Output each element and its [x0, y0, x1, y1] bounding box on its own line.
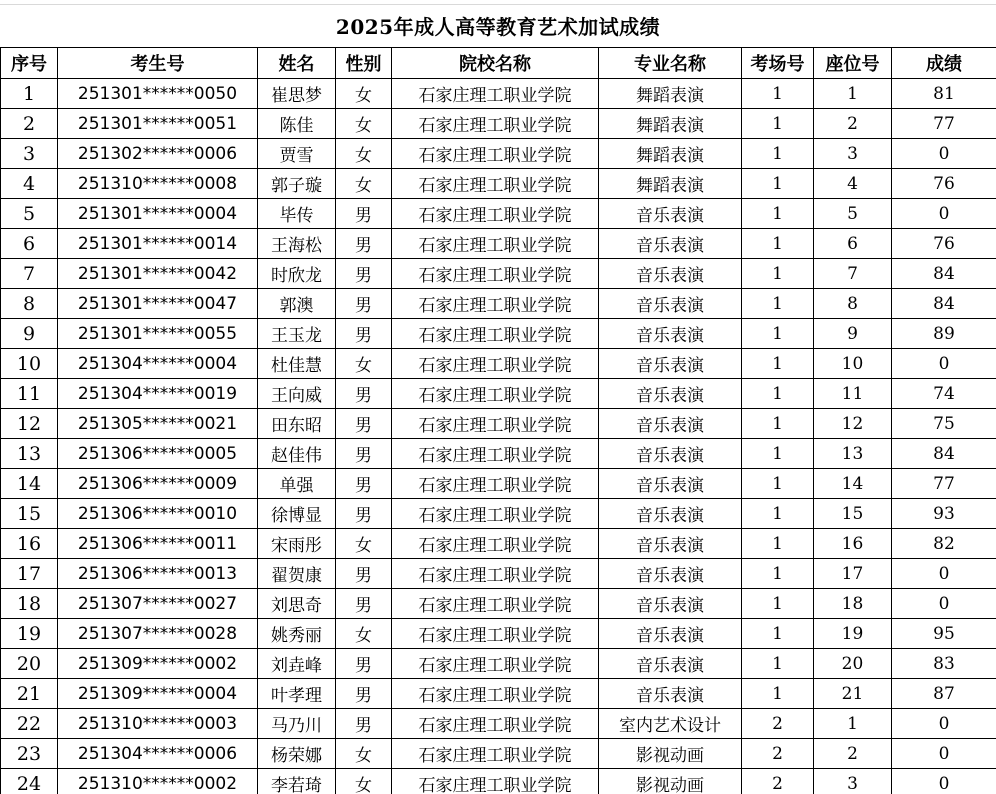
cell-major[interactable]: 音乐表演 — [599, 289, 742, 319]
cell-room[interactable]: 1 — [742, 379, 814, 409]
cell-seat[interactable]: 3 — [814, 769, 892, 794]
cell-name[interactable]: 宋雨彤 — [258, 529, 336, 559]
cell-seq[interactable]: 24 — [1, 769, 58, 794]
cell-seat[interactable]: 7 — [814, 259, 892, 289]
cell-room[interactable]: 1 — [742, 559, 814, 589]
cell-room[interactable]: 2 — [742, 769, 814, 794]
cell-school[interactable]: 石家庄理工职业学院 — [392, 259, 599, 289]
cell-seq[interactable]: 6 — [1, 229, 58, 259]
cell-candidate-id[interactable]: 251304******0006 — [58, 739, 258, 769]
table-row — [1, 529, 996, 559]
cell-school[interactable]: 石家庄理工职业学院 — [392, 229, 599, 259]
cell-seat[interactable]: 16 — [814, 529, 892, 559]
cell-major[interactable]: 音乐表演 — [599, 229, 742, 259]
cell-seq[interactable]: 5 — [1, 199, 58, 229]
cell-seq[interactable]: 11 — [1, 379, 58, 409]
cell-school[interactable]: 石家庄理工职业学院 — [392, 109, 599, 139]
cell-score[interactable]: 0 — [892, 559, 996, 589]
cell-major[interactable]: 音乐表演 — [599, 499, 742, 529]
table-row — [1, 259, 996, 289]
cell-room[interactable]: 1 — [742, 649, 814, 679]
cell-school[interactable]: 石家庄理工职业学院 — [392, 319, 599, 349]
cell-room[interactable]: 1 — [742, 169, 814, 199]
cell-room[interactable]: 1 — [742, 259, 814, 289]
table-row — [1, 109, 996, 139]
cell-name[interactable]: 刘思奇 — [258, 589, 336, 619]
cell-score[interactable]: 74 — [892, 379, 996, 409]
cell-seat[interactable]: 21 — [814, 679, 892, 709]
grades-body — [1, 79, 996, 794]
header-candidate-id[interactable]: 考生号 — [58, 48, 258, 79]
cell-room[interactable]: 1 — [742, 409, 814, 439]
cell-room[interactable]: 1 — [742, 79, 814, 109]
cell-gender[interactable]: 男 — [336, 589, 392, 619]
cell-gender[interactable]: 女 — [336, 619, 392, 649]
cell-seq[interactable]: 23 — [1, 739, 58, 769]
cell-seat[interactable]: 6 — [814, 229, 892, 259]
cell-gender[interactable]: 男 — [336, 259, 392, 289]
cell-gender[interactable]: 男 — [336, 709, 392, 739]
table-row — [1, 499, 996, 529]
cell-candidate-id[interactable]: 251301******0004 — [58, 199, 258, 229]
cell-room[interactable]: 1 — [742, 679, 814, 709]
cell-school[interactable]: 石家庄理工职业学院 — [392, 559, 599, 589]
cell-room[interactable]: 1 — [742, 439, 814, 469]
cell-seq[interactable]: 8 — [1, 289, 58, 319]
cell-seat[interactable]: 2 — [814, 739, 892, 769]
cell-name[interactable]: 刘垚峰 — [258, 649, 336, 679]
cell-gender[interactable]: 男 — [336, 289, 392, 319]
cell-gender[interactable]: 男 — [336, 499, 392, 529]
cell-school[interactable]: 石家庄理工职业学院 — [392, 529, 599, 559]
cell-school[interactable]: 石家庄理工职业学院 — [392, 409, 599, 439]
header-score[interactable]: 成绩 — [892, 48, 996, 79]
cell-gender[interactable]: 女 — [336, 139, 392, 169]
cell-name[interactable]: 陈佳 — [258, 109, 336, 139]
table-row — [1, 79, 996, 109]
table-row — [1, 739, 996, 769]
cell-score[interactable]: 0 — [892, 139, 996, 169]
cell-name[interactable]: 贾雪 — [258, 139, 336, 169]
header-school[interactable]: 院校名称 — [392, 48, 599, 79]
table-row — [1, 439, 996, 469]
cell-candidate-id[interactable]: 251301******0055 — [58, 319, 258, 349]
cell-seat[interactable]: 19 — [814, 619, 892, 649]
cell-score[interactable]: 84 — [892, 439, 996, 469]
header-room[interactable]: 考场号 — [742, 48, 814, 79]
cell-room[interactable]: 1 — [742, 289, 814, 319]
cell-seat[interactable]: 5 — [814, 199, 892, 229]
cell-candidate-id[interactable]: 251307******0027 — [58, 589, 258, 619]
cell-school[interactable]: 石家庄理工职业学院 — [392, 649, 599, 679]
cell-school[interactable]: 石家庄理工职业学院 — [392, 349, 599, 379]
cell-major[interactable]: 音乐表演 — [599, 469, 742, 499]
cell-room[interactable]: 1 — [742, 109, 814, 139]
cell-gender[interactable]: 女 — [336, 349, 392, 379]
cell-seat[interactable]: 11 — [814, 379, 892, 409]
cell-candidate-id[interactable]: 251304******0019 — [58, 379, 258, 409]
cell-name[interactable]: 王向威 — [258, 379, 336, 409]
cell-seat[interactable]: 9 — [814, 319, 892, 349]
cell-school[interactable]: 石家庄理工职业学院 — [392, 439, 599, 469]
cell-major[interactable]: 舞蹈表演 — [599, 79, 742, 109]
cell-score[interactable]: 77 — [892, 109, 996, 139]
cell-seat[interactable]: 12 — [814, 409, 892, 439]
cell-name[interactable]: 田东昭 — [258, 409, 336, 439]
cell-score[interactable]: 0 — [892, 589, 996, 619]
cell-room[interactable]: 1 — [742, 349, 814, 379]
cell-name[interactable]: 毕传 — [258, 199, 336, 229]
cell-candidate-id[interactable]: 251306******0009 — [58, 469, 258, 499]
cell-room[interactable]: 2 — [742, 739, 814, 769]
cell-candidate-id[interactable]: 251309******0004 — [58, 679, 258, 709]
cell-gender[interactable]: 男 — [336, 469, 392, 499]
cell-candidate-id[interactable]: 251306******0011 — [58, 529, 258, 559]
cell-name[interactable]: 王海松 — [258, 229, 336, 259]
cell-score[interactable]: 77 — [892, 469, 996, 499]
cell-school[interactable]: 石家庄理工职业学院 — [392, 139, 599, 169]
cell-seq[interactable]: 15 — [1, 499, 58, 529]
cell-seq[interactable]: 12 — [1, 409, 58, 439]
cell-seq[interactable]: 21 — [1, 679, 58, 709]
cell-major[interactable]: 舞蹈表演 — [599, 109, 742, 139]
cell-seat[interactable]: 1 — [814, 79, 892, 109]
cell-name[interactable]: 徐博显 — [258, 499, 336, 529]
cell-gender[interactable]: 女 — [336, 769, 392, 794]
cell-gender[interactable]: 男 — [336, 199, 392, 229]
cell-seq[interactable]: 3 — [1, 139, 58, 169]
cell-gender[interactable]: 男 — [336, 439, 392, 469]
grades-table — [0, 47, 996, 794]
cell-name[interactable]: 郭澳 — [258, 289, 336, 319]
cell-gender[interactable]: 女 — [336, 109, 392, 139]
cell-seat[interactable]: 8 — [814, 289, 892, 319]
cell-score[interactable]: 87 — [892, 679, 996, 709]
cell-seat[interactable]: 20 — [814, 649, 892, 679]
cell-major[interactable]: 音乐表演 — [599, 319, 742, 349]
table-row — [1, 139, 996, 169]
table-row — [1, 649, 996, 679]
cell-gender[interactable]: 男 — [336, 679, 392, 709]
cell-gender[interactable]: 男 — [336, 319, 392, 349]
table-row — [1, 409, 996, 439]
cell-major[interactable]: 室内艺术设计 — [599, 709, 742, 739]
cell-room[interactable]: 1 — [742, 319, 814, 349]
table-row — [1, 619, 996, 649]
table-row — [1, 289, 996, 319]
cell-score[interactable]: 75 — [892, 409, 996, 439]
top-divider — [0, 4, 996, 5]
cell-room[interactable]: 1 — [742, 229, 814, 259]
cell-gender[interactable]: 女 — [336, 739, 392, 769]
cell-name[interactable]: 杜佳慧 — [258, 349, 336, 379]
header-gender[interactable]: 性别 — [336, 48, 392, 79]
cell-score[interactable]: 0 — [892, 769, 996, 794]
cell-score[interactable]: 0 — [892, 739, 996, 769]
header-row — [1, 48, 996, 79]
cell-name[interactable]: 王玉龙 — [258, 319, 336, 349]
cell-major[interactable]: 影视动画 — [599, 769, 742, 794]
table-row — [1, 469, 996, 499]
cell-school[interactable]: 石家庄理工职业学院 — [392, 619, 599, 649]
cell-seat[interactable]: 14 — [814, 469, 892, 499]
cell-school[interactable]: 石家庄理工职业学院 — [392, 709, 599, 739]
table-row — [1, 199, 996, 229]
cell-candidate-id[interactable]: 251307******0028 — [58, 619, 258, 649]
cell-gender[interactable]: 女 — [336, 529, 392, 559]
cell-score[interactable]: 76 — [892, 229, 996, 259]
cell-gender[interactable]: 男 — [336, 559, 392, 589]
cell-name[interactable]: 翟贺康 — [258, 559, 336, 589]
cell-score[interactable]: 84 — [892, 289, 996, 319]
cell-major[interactable]: 音乐表演 — [599, 349, 742, 379]
cell-candidate-id[interactable]: 251310******0003 — [58, 709, 258, 739]
cell-school[interactable]: 石家庄理工职业学院 — [392, 289, 599, 319]
cell-candidate-id[interactable]: 251310******0008 — [58, 169, 258, 199]
cell-seq[interactable]: 7 — [1, 259, 58, 289]
cell-seq[interactable]: 4 — [1, 169, 58, 199]
cell-major[interactable]: 音乐表演 — [599, 619, 742, 649]
cell-seat[interactable]: 13 — [814, 439, 892, 469]
cell-candidate-id[interactable]: 251301******0014 — [58, 229, 258, 259]
cell-room[interactable]: 1 — [742, 499, 814, 529]
cell-major[interactable]: 音乐表演 — [599, 529, 742, 559]
cell-school[interactable]: 石家庄理工职业学院 — [392, 589, 599, 619]
cell-major[interactable]: 音乐表演 — [599, 259, 742, 289]
cell-gender[interactable]: 男 — [336, 379, 392, 409]
table-row — [1, 559, 996, 589]
cell-seq[interactable]: 18 — [1, 589, 58, 619]
cell-major[interactable]: 音乐表演 — [599, 439, 742, 469]
cell-candidate-id[interactable]: 251301******0042 — [58, 259, 258, 289]
cell-school[interactable]: 石家庄理工职业学院 — [392, 469, 599, 499]
cell-school[interactable]: 石家庄理工职业学院 — [392, 499, 599, 529]
cell-seq[interactable]: 17 — [1, 559, 58, 589]
cell-seat[interactable]: 18 — [814, 589, 892, 619]
cell-major[interactable]: 音乐表演 — [599, 379, 742, 409]
cell-major[interactable]: 音乐表演 — [599, 649, 742, 679]
cell-seat[interactable]: 3 — [814, 139, 892, 169]
cell-candidate-id[interactable]: 251309******0002 — [58, 649, 258, 679]
cell-score[interactable]: 76 — [892, 169, 996, 199]
cell-candidate-id[interactable]: 251301******0047 — [58, 289, 258, 319]
cell-major[interactable]: 音乐表演 — [599, 679, 742, 709]
cell-candidate-id[interactable]: 251302******0006 — [58, 139, 258, 169]
cell-name[interactable]: 叶孝理 — [258, 679, 336, 709]
cell-score[interactable]: 0 — [892, 349, 996, 379]
cell-score[interactable]: 93 — [892, 499, 996, 529]
table-row — [1, 379, 996, 409]
cell-major[interactable]: 音乐表演 — [599, 409, 742, 439]
table-row — [1, 349, 996, 379]
cell-seq[interactable]: 14 — [1, 469, 58, 499]
cell-candidate-id[interactable]: 251306******0005 — [58, 439, 258, 469]
cell-score[interactable]: 95 — [892, 619, 996, 649]
cell-score[interactable]: 81 — [892, 79, 996, 109]
cell-room[interactable]: 2 — [742, 709, 814, 739]
cell-room[interactable]: 1 — [742, 529, 814, 559]
cell-name[interactable]: 崔思梦 — [258, 79, 336, 109]
cell-major[interactable]: 影视动画 — [599, 739, 742, 769]
cell-score[interactable]: 0 — [892, 199, 996, 229]
table-row — [1, 679, 996, 709]
header-seq[interactable]: 序号 — [1, 48, 58, 79]
cell-seq[interactable]: 16 — [1, 529, 58, 559]
cell-major[interactable]: 舞蹈表演 — [599, 169, 742, 199]
cell-gender[interactable]: 男 — [336, 229, 392, 259]
cell-major[interactable]: 音乐表演 — [599, 559, 742, 589]
cell-seat[interactable]: 10 — [814, 349, 892, 379]
cell-candidate-id[interactable]: 251306******0010 — [58, 499, 258, 529]
cell-candidate-id[interactable]: 251306******0013 — [58, 559, 258, 589]
cell-name[interactable]: 姚秀丽 — [258, 619, 336, 649]
cell-school[interactable]: 石家庄理工职业学院 — [392, 679, 599, 709]
table-row — [1, 229, 996, 259]
cell-school[interactable]: 石家庄理工职业学院 — [392, 739, 599, 769]
cell-score[interactable]: 89 — [892, 319, 996, 349]
cell-name[interactable]: 单强 — [258, 469, 336, 499]
cell-seat[interactable]: 17 — [814, 559, 892, 589]
cell-name[interactable]: 时欣龙 — [258, 259, 336, 289]
cell-seat[interactable]: 15 — [814, 499, 892, 529]
cell-score[interactable]: 0 — [892, 709, 996, 739]
header-major[interactable]: 专业名称 — [599, 48, 742, 79]
cell-candidate-id[interactable]: 251310******0002 — [58, 769, 258, 794]
page-title: 2025年成人高等教育艺术加试成绩 — [335, 15, 661, 39]
cell-room[interactable]: 1 — [742, 619, 814, 649]
cell-candidate-id[interactable]: 251304******0004 — [58, 349, 258, 379]
cell-seq[interactable]: 2 — [1, 109, 58, 139]
cell-seq[interactable]: 1 — [1, 79, 58, 109]
header-seat[interactable]: 座位号 — [814, 48, 892, 79]
cell-seat[interactable]: 2 — [814, 109, 892, 139]
cell-gender[interactable]: 女 — [336, 79, 392, 109]
cell-candidate-id[interactable]: 251305******0021 — [58, 409, 258, 439]
cell-name[interactable]: 马乃川 — [258, 709, 336, 739]
cell-school[interactable]: 石家庄理工职业学院 — [392, 79, 599, 109]
cell-seq[interactable]: 20 — [1, 649, 58, 679]
cell-gender[interactable]: 女 — [336, 169, 392, 199]
cell-seq[interactable]: 19 — [1, 619, 58, 649]
cell-room[interactable]: 1 — [742, 589, 814, 619]
table-row — [1, 589, 996, 619]
cell-seat[interactable]: 1 — [814, 709, 892, 739]
cell-school[interactable]: 石家庄理工职业学院 — [392, 199, 599, 229]
cell-candidate-id[interactable]: 251301******0051 — [58, 109, 258, 139]
cell-school[interactable]: 石家庄理工职业学院 — [392, 169, 599, 199]
cell-room[interactable]: 1 — [742, 139, 814, 169]
cell-name[interactable]: 李若琦 — [258, 769, 336, 794]
cell-gender[interactable]: 男 — [336, 409, 392, 439]
cell-candidate-id[interactable]: 251301******0050 — [58, 79, 258, 109]
cell-major[interactable]: 音乐表演 — [599, 589, 742, 619]
cell-score[interactable]: 82 — [892, 529, 996, 559]
cell-score[interactable]: 84 — [892, 259, 996, 289]
table-row — [1, 709, 996, 739]
cell-major[interactable]: 音乐表演 — [599, 199, 742, 229]
cell-room[interactable]: 1 — [742, 199, 814, 229]
cell-score[interactable]: 83 — [892, 649, 996, 679]
cell-seq[interactable]: 13 — [1, 439, 58, 469]
cell-seq[interactable]: 22 — [1, 709, 58, 739]
cell-name[interactable]: 赵佳伟 — [258, 439, 336, 469]
cell-school[interactable]: 石家庄理工职业学院 — [392, 769, 599, 794]
table-row — [1, 769, 996, 794]
cell-school[interactable]: 石家庄理工职业学院 — [392, 379, 599, 409]
table-row — [1, 319, 996, 349]
cell-room[interactable]: 1 — [742, 469, 814, 499]
table-row — [1, 169, 996, 199]
cell-name[interactable]: 杨荣娜 — [258, 739, 336, 769]
cell-seat[interactable]: 4 — [814, 169, 892, 199]
cell-name[interactable]: 郭子璇 — [258, 169, 336, 199]
cell-seq[interactable]: 10 — [1, 349, 58, 379]
cell-major[interactable]: 舞蹈表演 — [599, 139, 742, 169]
header-name[interactable]: 姓名 — [258, 48, 336, 79]
cell-gender[interactable]: 男 — [336, 649, 392, 679]
cell-seq[interactable]: 9 — [1, 319, 58, 349]
